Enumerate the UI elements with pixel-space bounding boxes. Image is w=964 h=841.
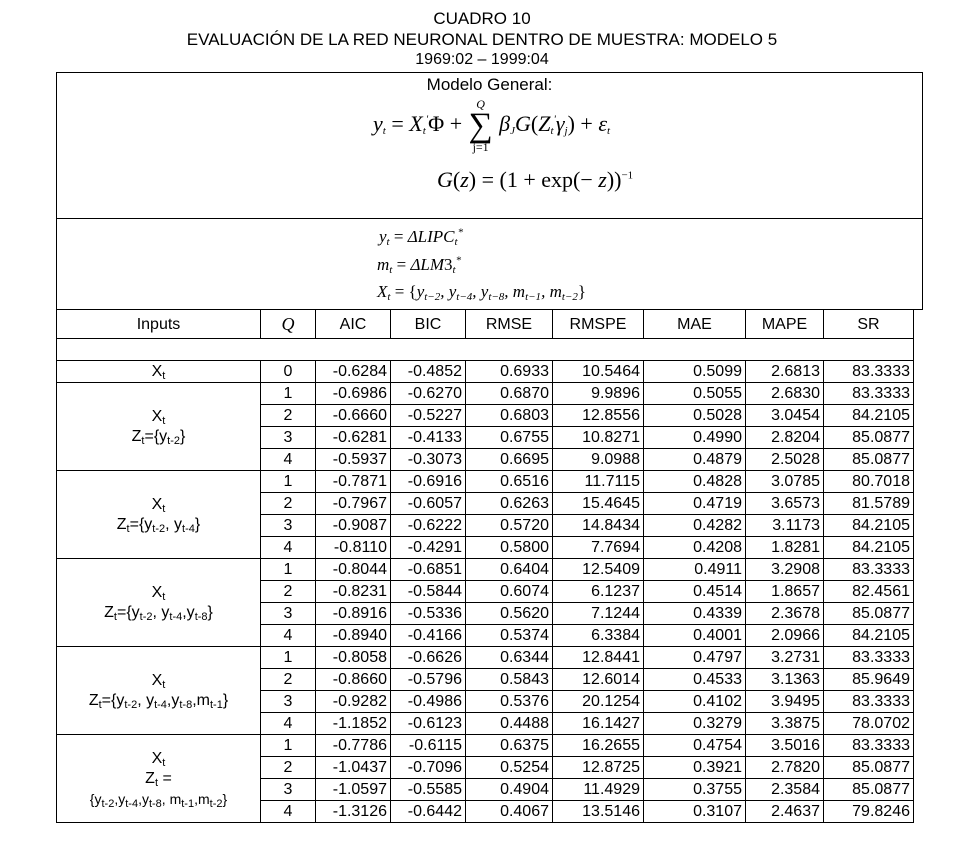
value-cell-mae: 0.4533 bbox=[644, 669, 746, 691]
value-cell-rmspe: 12.8441 bbox=[553, 647, 644, 669]
value-cell-rmse: 0.5620 bbox=[466, 603, 553, 625]
value-cell-mae: 0.4879 bbox=[644, 449, 746, 471]
value-cell-rmse: 0.5720 bbox=[466, 515, 553, 537]
q-cell: 1 bbox=[261, 735, 316, 757]
value-cell-mape: 3.0454 bbox=[746, 405, 824, 427]
value-cell-mape: 3.0785 bbox=[746, 471, 824, 493]
value-cell-sr: 80.7018 bbox=[824, 471, 914, 493]
q-cell: 1 bbox=[261, 559, 316, 581]
value-cell-mae: 0.3921 bbox=[644, 757, 746, 779]
q-cell: 2 bbox=[261, 405, 316, 427]
column-header-aic: AIC bbox=[316, 310, 391, 339]
value-cell-sr: 83.3333 bbox=[824, 383, 914, 405]
q-cell: 3 bbox=[261, 779, 316, 801]
value-cell-rmspe: 6.1237 bbox=[553, 581, 644, 603]
value-cell-rmspe: 15.4645 bbox=[553, 493, 644, 515]
value-cell-rmspe: 11.4929 bbox=[553, 779, 644, 801]
value-cell-mae: 0.4797 bbox=[644, 647, 746, 669]
value-cell-rmse: 0.5254 bbox=[466, 757, 553, 779]
value-cell-mae: 0.5028 bbox=[644, 405, 746, 427]
q-cell: 1 bbox=[261, 383, 316, 405]
table-caption bbox=[0, 8, 964, 69]
results-table bbox=[56, 309, 914, 823]
value-cell-mape: 3.2731 bbox=[746, 647, 824, 669]
value-cell-bic: -0.6115 bbox=[391, 735, 466, 757]
inputs-cell bbox=[57, 559, 261, 647]
value-cell-rmse: 0.6344 bbox=[466, 647, 553, 669]
value-cell-aic: -1.1852 bbox=[316, 713, 391, 735]
q-cell: 4 bbox=[261, 537, 316, 559]
table-row bbox=[57, 735, 914, 757]
value-cell-aic: -0.8110 bbox=[316, 537, 391, 559]
q-cell: 4 bbox=[261, 625, 316, 647]
value-cell-mae: 0.4208 bbox=[644, 537, 746, 559]
q-cell: 3 bbox=[261, 427, 316, 449]
value-cell-mae: 0.5055 bbox=[644, 383, 746, 405]
value-cell-bic: -0.5796 bbox=[391, 669, 466, 691]
logistic-equation: $G(z) = (1 + \exp(- z))^{-1}$ bbox=[437, 167, 634, 192]
value-cell-rmse: 0.5800 bbox=[466, 537, 553, 559]
q-cell: 1 bbox=[261, 647, 316, 669]
q-cell: 4 bbox=[261, 801, 316, 823]
value-cell-mape: 1.8281 bbox=[746, 537, 824, 559]
value-cell-aic: -0.8916 bbox=[316, 603, 391, 625]
value-cell-aic: -1.0597 bbox=[316, 779, 391, 801]
value-cell-sr: 85.0877 bbox=[824, 449, 914, 471]
value-cell-mape: 2.6830 bbox=[746, 383, 824, 405]
value-cell-rmse: 0.6755 bbox=[466, 427, 553, 449]
value-cell-mae: 0.4001 bbox=[644, 625, 746, 647]
value-cell-aic: -0.8660 bbox=[316, 669, 391, 691]
value-cell-sr: 83.3333 bbox=[824, 559, 914, 581]
q-cell: 1 bbox=[261, 471, 316, 493]
value-cell-aic: -1.3126 bbox=[316, 801, 391, 823]
inputs-label: {$y_{t-2},y_{t-4},y_{t-8}$, $m_{t-1},m_{t-2}$} bbox=[89, 790, 228, 810]
value-cell-sr: 78.0702 bbox=[824, 713, 914, 735]
value-cell-aic: -0.7967 bbox=[316, 493, 391, 515]
value-cell-mape: 2.3584 bbox=[746, 779, 824, 801]
inputs-cell bbox=[57, 735, 261, 823]
value-cell-rmse: 0.6803 bbox=[466, 405, 553, 427]
value-cell-bic: -0.4133 bbox=[391, 427, 466, 449]
value-cell-mae: 0.5099 bbox=[644, 361, 746, 383]
table-row bbox=[57, 383, 914, 405]
value-cell-rmse: 0.6263 bbox=[466, 493, 553, 515]
value-cell-bic: -0.4986 bbox=[391, 691, 466, 713]
value-cell-rmse: 0.5376 bbox=[466, 691, 553, 713]
value-cell-sr: 85.0877 bbox=[824, 603, 914, 625]
value-cell-mape: 2.4637 bbox=[746, 801, 824, 823]
value-cell-aic: -0.8044 bbox=[316, 559, 391, 581]
value-cell-sr: 79.8246 bbox=[824, 801, 914, 823]
value-cell-mae: 0.3107 bbox=[644, 801, 746, 823]
value-cell-mape: 3.1173 bbox=[746, 515, 824, 537]
q-cell: 0 bbox=[261, 361, 316, 383]
value-cell-rmspe: 12.8556 bbox=[553, 405, 644, 427]
value-cell-aic: -0.7786 bbox=[316, 735, 391, 757]
value-cell-rmse: 0.4488 bbox=[466, 713, 553, 735]
value-cell-rmse: 0.6870 bbox=[466, 383, 553, 405]
value-cell-rmspe: 20.1254 bbox=[553, 691, 644, 713]
value-cell-mape: 2.0966 bbox=[746, 625, 824, 647]
value-cell-sr: 82.4561 bbox=[824, 581, 914, 603]
value-cell-aic: -0.5937 bbox=[316, 449, 391, 471]
value-cell-rmse: 0.6516 bbox=[466, 471, 553, 493]
value-cell-rmspe: 12.8725 bbox=[553, 757, 644, 779]
q-cell: 4 bbox=[261, 713, 316, 735]
value-cell-mae: 0.4339 bbox=[644, 603, 746, 625]
value-cell-sr: 84.2105 bbox=[824, 625, 914, 647]
value-cell-rmspe: 10.8271 bbox=[553, 427, 644, 449]
general-model-box bbox=[56, 72, 923, 219]
q-cell: 3 bbox=[261, 691, 316, 713]
value-cell-rmspe: 14.8434 bbox=[553, 515, 644, 537]
value-cell-aic: -0.9282 bbox=[316, 691, 391, 713]
value-cell-sr: 83.3333 bbox=[824, 647, 914, 669]
value-cell-bic: -0.5227 bbox=[391, 405, 466, 427]
inputs-label: $Z_t=\{y_{t-2}$, $y_{t-4}$} bbox=[116, 515, 201, 535]
value-cell-bic: -0.5336 bbox=[391, 603, 466, 625]
value-cell-mape: 2.6813 bbox=[746, 361, 824, 383]
value-cell-bic: -0.5844 bbox=[391, 581, 466, 603]
value-cell-sr: 84.2105 bbox=[824, 537, 914, 559]
value-cell-mape: 2.5028 bbox=[746, 449, 824, 471]
caption-title: EVALUACIÓN DE LA RED NEURONAL DENTRO DE MUESTRA: MODELO 5 bbox=[186, 30, 778, 49]
value-cell-mape: 2.3678 bbox=[746, 603, 824, 625]
value-cell-mae: 0.3279 bbox=[644, 713, 746, 735]
value-cell-mae: 0.4102 bbox=[644, 691, 746, 713]
value-cell-bic: -0.5585 bbox=[391, 779, 466, 801]
inputs-label: $X_t$ bbox=[151, 671, 166, 691]
y-definition: $y_t$ = $\Delta LIPC_t^*$ bbox=[379, 226, 464, 248]
value-cell-sr: 85.9649 bbox=[824, 669, 914, 691]
value-cell-rmspe: 16.2655 bbox=[553, 735, 644, 757]
column-header-sr: SR bbox=[824, 310, 914, 339]
value-cell-rmse: 0.6074 bbox=[466, 581, 553, 603]
q-cell: 2 bbox=[261, 669, 316, 691]
variable-definitions-box bbox=[56, 218, 923, 310]
inputs-label: $Z_t=\{y_{t-2}$, $y_{t-4},y_{t-8}$} bbox=[104, 603, 213, 623]
inputs-label: $X_t$ bbox=[151, 749, 166, 769]
value-cell-mae: 0.4514 bbox=[644, 581, 746, 603]
q-cell: 2 bbox=[261, 757, 316, 779]
value-cell-sr: 83.3333 bbox=[824, 691, 914, 713]
inputs-cell bbox=[57, 471, 261, 559]
value-cell-rmse: 0.6933 bbox=[466, 361, 553, 383]
value-cell-rmse: 0.6404 bbox=[466, 559, 553, 581]
inputs-label: $Z_t=\{y_{t-2}$, $y_{t-4},y_{t-8},m_{t-1}$} bbox=[88, 691, 229, 711]
value-cell-aic: -0.8231 bbox=[316, 581, 391, 603]
value-cell-mae: 0.4990 bbox=[644, 427, 746, 449]
caption-period: 1969:02 – 1999:04 bbox=[415, 51, 549, 68]
value-cell-bic: -0.6626 bbox=[391, 647, 466, 669]
value-cell-mape: 3.3875 bbox=[746, 713, 824, 735]
value-cell-aic: -0.6281 bbox=[316, 427, 391, 449]
value-cell-rmse: 0.6695 bbox=[466, 449, 553, 471]
value-cell-mape: 3.2908 bbox=[746, 559, 824, 581]
value-cell-bic: -0.6057 bbox=[391, 493, 466, 515]
q-cell: 3 bbox=[261, 603, 316, 625]
inputs-label: $X_t$ bbox=[151, 362, 166, 382]
column-header-mae: MAE bbox=[644, 310, 746, 339]
inputs-label: $Z_t=\{y_{t-2}\}$ bbox=[131, 427, 186, 447]
value-cell-mae: 0.3755 bbox=[644, 779, 746, 801]
value-cell-rmspe: 12.5409 bbox=[553, 559, 644, 581]
value-cell-bic: -0.3073 bbox=[391, 449, 466, 471]
header-row bbox=[57, 310, 914, 339]
value-cell-rmse: 0.4067 bbox=[466, 801, 553, 823]
value-cell-aic: -0.6284 bbox=[316, 361, 391, 383]
value-cell-mape: 2.8204 bbox=[746, 427, 824, 449]
q-cell: 4 bbox=[261, 449, 316, 471]
value-cell-mape: 3.9495 bbox=[746, 691, 824, 713]
value-cell-aic: -0.8940 bbox=[316, 625, 391, 647]
value-cell-sr: 83.3333 bbox=[824, 735, 914, 757]
value-cell-rmspe: 9.9896 bbox=[553, 383, 644, 405]
column-header-q: Q bbox=[261, 310, 316, 339]
inputs-label: $X_t$ bbox=[151, 495, 166, 515]
x-definition: $X_t = \{y_{t-2}$, $y_{t-4}$, $y_{t-8}$, $m_{t-1}$, $m_{t-2}$} bbox=[377, 282, 586, 303]
value-cell-bic: -0.4166 bbox=[391, 625, 466, 647]
value-cell-aic: -1.0437 bbox=[316, 757, 391, 779]
value-cell-rmse: 0.5374 bbox=[466, 625, 553, 647]
value-cell-aic: -0.8058 bbox=[316, 647, 391, 669]
inputs-cell bbox=[57, 647, 261, 735]
value-cell-sr: 85.0877 bbox=[824, 757, 914, 779]
value-cell-sr: 85.0877 bbox=[824, 779, 914, 801]
q-cell: 3 bbox=[261, 515, 316, 537]
value-cell-bic: -0.4852 bbox=[391, 361, 466, 383]
value-cell-aic: -0.7871 bbox=[316, 471, 391, 493]
column-header-inputs: Inputs bbox=[57, 310, 261, 339]
value-cell-mae: 0.4828 bbox=[644, 471, 746, 493]
column-header-rmspe: RMSPE bbox=[553, 310, 644, 339]
m-definition: $m_t = \Delta LM3_t^*$ bbox=[377, 254, 462, 276]
table-row bbox=[57, 559, 914, 581]
inputs-label: $Z_t$ = bbox=[145, 769, 172, 789]
value-cell-rmspe: 12.6014 bbox=[553, 669, 644, 691]
value-cell-bic: -0.6442 bbox=[391, 801, 466, 823]
value-cell-sr: 85.0877 bbox=[824, 427, 914, 449]
value-cell-sr: 84.2105 bbox=[824, 515, 914, 537]
model-equation: $y_t = X_t'\Phi$ + Q ∑ j=1 $\beta_JG(Z_t'\gamma_j) + \varepsilon_t$ bbox=[373, 97, 611, 154]
inputs-cell bbox=[57, 361, 261, 383]
value-cell-mae: 0.4754 bbox=[644, 735, 746, 757]
column-header-rmse: RMSE bbox=[466, 310, 553, 339]
value-cell-mae: 0.4719 bbox=[644, 493, 746, 515]
value-cell-rmspe: 6.3384 bbox=[553, 625, 644, 647]
model-heading: Modelo General: bbox=[426, 75, 553, 94]
caption-number: CUADRO 10 bbox=[433, 9, 531, 28]
q-cell: 2 bbox=[261, 493, 316, 515]
value-cell-mape: 3.1363 bbox=[746, 669, 824, 691]
table-row bbox=[57, 361, 914, 383]
value-cell-bic: -0.6222 bbox=[391, 515, 466, 537]
value-cell-rmspe: 9.0988 bbox=[553, 449, 644, 471]
spacer-row bbox=[57, 339, 914, 361]
column-header-mape: MAPE bbox=[746, 310, 824, 339]
inputs-cell bbox=[57, 383, 261, 471]
value-cell-mape: 2.7820 bbox=[746, 757, 824, 779]
value-cell-mape: 3.5016 bbox=[746, 735, 824, 757]
value-cell-mae: 0.4911 bbox=[644, 559, 746, 581]
value-cell-mape: 3.6573 bbox=[746, 493, 824, 515]
value-cell-aic: -0.9087 bbox=[316, 515, 391, 537]
value-cell-rmspe: 7.1244 bbox=[553, 603, 644, 625]
value-cell-aic: -0.6986 bbox=[316, 383, 391, 405]
value-cell-rmse: 0.5843 bbox=[466, 669, 553, 691]
value-cell-rmse: 0.4904 bbox=[466, 779, 553, 801]
value-cell-bic: -0.7096 bbox=[391, 757, 466, 779]
q-cell: 2 bbox=[261, 581, 316, 603]
value-cell-rmspe: 16.1427 bbox=[553, 713, 644, 735]
table-row bbox=[57, 471, 914, 493]
value-cell-bic: -0.6916 bbox=[391, 471, 466, 493]
value-cell-bic: -0.6851 bbox=[391, 559, 466, 581]
value-cell-bic: -0.6270 bbox=[391, 383, 466, 405]
value-cell-bic: -0.6123 bbox=[391, 713, 466, 735]
value-cell-rmspe: 11.7115 bbox=[553, 471, 644, 493]
inputs-label: $X_t$ bbox=[151, 407, 166, 427]
value-cell-sr: 83.3333 bbox=[824, 361, 914, 383]
value-cell-rmspe: 13.5146 bbox=[553, 801, 644, 823]
value-cell-rmspe: 10.5464 bbox=[553, 361, 644, 383]
inputs-label: $X_t$ bbox=[151, 583, 166, 603]
value-cell-aic: -0.6660 bbox=[316, 405, 391, 427]
value-cell-rmspe: 7.7694 bbox=[553, 537, 644, 559]
value-cell-mape: 1.8657 bbox=[746, 581, 824, 603]
value-cell-sr: 84.2105 bbox=[824, 405, 914, 427]
table-row bbox=[57, 647, 914, 669]
value-cell-bic: -0.4291 bbox=[391, 537, 466, 559]
value-cell-rmse: 0.6375 bbox=[466, 735, 553, 757]
value-cell-sr: 81.5789 bbox=[824, 493, 914, 515]
column-header-bic: BIC bbox=[391, 310, 466, 339]
value-cell-mae: 0.4282 bbox=[644, 515, 746, 537]
